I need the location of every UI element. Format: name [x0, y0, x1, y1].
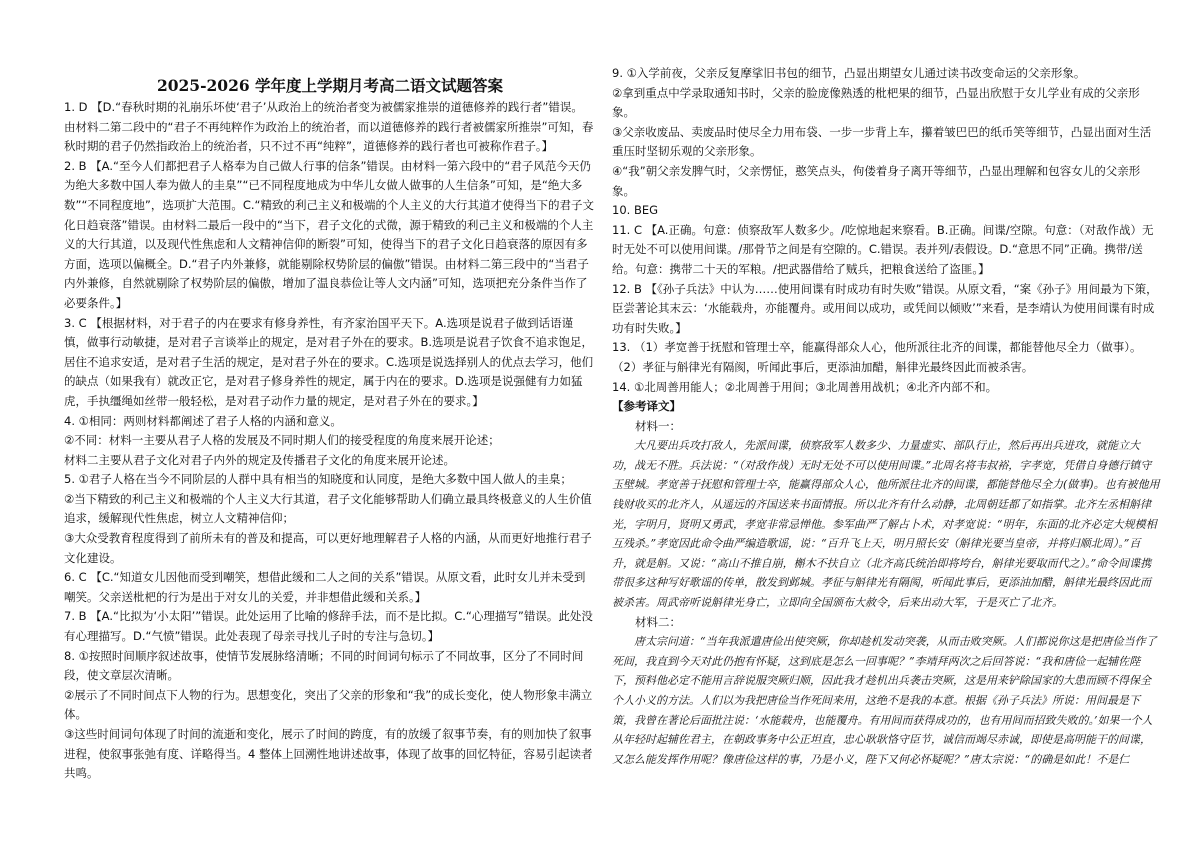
answer-5-c: ③大众受教育程度得到了前所未有的普及和提高，可以更好地理解君子人格的内涵，从而更好地推行君子文化建设。	[64, 531, 592, 565]
page-title: 2025-2026 学年度上学期月考高二语文试题答案	[156, 76, 504, 95]
answer-14: 14. ①北周善用能人；②北周善于用间；③北周善用战机；④北齐内部不和。	[612, 379, 998, 394]
answer-10: 10. BEG	[612, 203, 659, 218]
answer-1: 1. D 【D.“春秋时期的礼崩乐坏使‘君子’从政治上的统治者变为被儒家推崇的道德修养的践行者”错误。由材料二第二段中的“君子不再纯粹作为政治上的统治者，而以道德修养的践行者被儒家所推崇”可知，春秋时期的君子仍然指政治上的统治者，只不过不再“纯粹”，道德修养的践行者也可被称作君子。】	[64, 100, 594, 154]
answer-6: 6. C 【C.“知道女儿因他而受到嘲笑，想借此缓和二人之间的关系”错误。从原文看，此时女儿并未受到嘲笑。父亲送枇杷的行为是出于对女儿的关爱，并非想借此缓和关系。】	[64, 570, 586, 604]
material-2-label: 材料二：	[635, 614, 681, 629]
translation-heading: 【参考译文】	[612, 399, 681, 414]
answer-4-a: 4. ①相同：两则材料都阐述了君子人格的内涵和意义。	[64, 413, 342, 428]
answer-8-a: 8. ①按照时间顺序叙述故事，使情节发展脉络清晰；不同的时间词句标示了不同故事，区分了不同时间段，使文章层次清晰。	[64, 648, 584, 683]
answer-7: 7. B 【A.“比拟为‘小太阳’”错误。此处运用了比喻的修辞手法，而不是比拟。C.“心理描写”错误。此处没有心理描写。D.“气愤”错误。此处表现了母亲寻找儿子时的专注与急切。】	[64, 609, 593, 644]
material-2-text: 唐太宗问道：“当年我派遣唐俭出使突厥，你却趁机发动突袭，从而击败突厥。人们都说你这是把唐俭当作了死间，我直到今天对此仍抱有怀疑，这到底是怎么一回事呢？”李靖拜两次之后回答说：“我和唐俭一起辅佐陛下，预料他必定不能用言辞说服突厥归顺，因此我才趁机出兵袭击突厥，这是用来铲除国家的大患而顾不得保全个人小义的方法。人们以为我把唐俭当作死间来用，这绝不是我的本意。根据《孙子兵法》所说：用间最是下策，我曾在著论后面批注说：‘水能载舟，也能覆舟。有用间而获得成功的，也有用间而招致失败的。’如果一个人从年轻时起辅佐君主，在朝政事务中公正坦直，忠心耿耿恪守臣节，诚信而竭尽赤诚，即使是高明能干的间谍，又怎么能发挥作用呢？像唐俭这样的事，乃是小义，陛下又何必怀疑呢？”唐太宗说：“的确是如此！不是仁	[612, 635, 1157, 766]
answer-4-b: ②不同：材料一主要从君子人格的发展及不同时期人们的接受程度的角度来展开论述；	[64, 433, 500, 448]
right-column	[612, 64, 1160, 769]
answer-5-a: 5. ①君子人格在当今不同阶层的人群中具有相当的知晓度和认同度，是绝大多数中国人做人的圭臬；	[64, 472, 572, 487]
answer-12: 12. B 【《孙子兵法》中认为……使用间谍有时成功有时失败”错误。从原文看，“案《孙子》用间最为下策，臣尝著论其末云：‘水能载舟，亦能覆舟。或用间以成功，或凭间以倾败’”来看，是李靖认为使用间谍有时成功有时失败。】	[612, 281, 1158, 335]
material-1-label: 材料一：	[635, 418, 681, 433]
answer-4-c: 材料二主要从君子文化对君子内外的规定及传播君子文化的角度来展开论述。	[64, 452, 455, 467]
answer-5-b: ②当下精致的利己主义和极端的个人主义大行其道，君子文化能够帮助人们确立最具终极意义的人生价值追求，缓解现代性焦虑，树立人文精神信仰；	[64, 491, 592, 526]
material-1-text: 大凡要出兵攻打敌人，先派间谍，侦察敌军人数多少、力量虚实、部队行止，然后再出兵进攻，就能立大功，战无不胜。兵法说：“（对敌作战）无时无处不可以使用间谍。”北周名将韦叔裕，字孝宽，凭借自身德行镇守玉壁城。孝宽善于抚慰和管理士卒，能赢得部众人心，他所派往北齐的间谍，都能替他尽全力(做事)。也有被他用钱财收买的北齐人，从遥远的齐国送来书面情报。所以北齐有什么动静，北周朝廷都了如指掌。北齐左丞相斛律光，字明月，贤明又勇武，孝宽非常忌惮他。参军曲严了解占卜术，对孝宽说：“明年，东面的北齐必定大规模相互残杀。”孝宽因此命令曲严编造歌谣，说：“百升飞上天，明月照长安（斛律光要当皇帝，并将归顺北周）。”百升，就是斛。又说：“高山不推自崩，槲木不扶自立（北齐高氏统治即将垮台，斛律光要取而代之）。”命令间谍携带很多这种写好歌谣的传单，散发到邺城。孝征与斛律光有隔阂，听闻此事后，更添油加醋，斛律光最终因此而被杀害。周武帝听说斛律光身亡，立即向全国颁布大赦令，后来出动大军，于是灭亡了北齐。	[612, 439, 1160, 610]
answer-3: 3. C 【根据材料，对于君子的内在要求有修身养性，有齐家治国平天下。A.选项是说君子做到话语谨慎，做事行动敏捷，是对君子言谈举止的规定，是对君子外在的要求。B.选项是说君子饮食不追求饱足，居住不追求安适，是对君子生活的规定，是对君子外在的要求。C.选项是说选择别人的优点去学习，他们的缺点（如果我有）就改正它，是对君子修身养性的规定，属于内在的要求。D.选项是说强健有力如猛虎，手执缰绳如丝带一般轻松，是对君子动作力量的规定，是对君子外在的要求。】	[64, 315, 594, 408]
answer-9-c: ③父亲收废品、卖废品时使尽全力用布袋、一步一步背上车，攥着皱巴巴的纸币笑等细节，凸显出面对生活重压时坚韧乐观的父亲形象。	[612, 124, 1152, 159]
answer-9-d: ④“我”朝父亲发脾气时，父亲愣怔，憨笑点头，佝偻着身子离开等细节，凸显出理解和包容女儿的父亲形象。	[612, 163, 1141, 198]
answer-13: 13. （1）孝宽善于抚慰和管理士卒，能赢得部众人心，他所派往北齐的间谍，都能替他尽全力（做事）。（2）孝征与斛律光有隔阂，听闻此事后，更添油加醋，斛律光最终因此而被杀害。	[612, 340, 1142, 374]
answer-9-a: 9. ①入学前夜，父亲反复摩挲旧书包的细节，凸显出期望女儿通过读书改变命运的父亲形象。	[612, 66, 1086, 80]
answer-11: 11. C 【A.正确。句意：侦察敌军人数多少。/吃惊地起来察看。B.正确。间谍/空隙。句意：（对敌作战）无时无处不可以使用间谍。/那骨节之间是有空隙的。C.错误。表并列/表假设。D.“意思不同”正确。携带/送给。句意：携带二十天的军粮。/把武器借给了贼兵，把粮食送给了盗匪。】	[612, 222, 1154, 276]
answer-2: 2. B 【A.“至今人们都把君子人格奉为自己做人行事的信条”错误。由材料一第六段中的“君子风范今天仍为绝大多数中国人奉为做人的圭臬”“已不同程度地成为中华儿女做人做事的人生信条”可知，是“绝大多数”“不同程度地”，选项扩大范围。C.“精致的利己主义和极端的个人主义的大行其道才使得当下的君子文化日趋衰落”错误。由材料二最后一段中的“当下，君子文化的式微，源于精致的利己主义和极端的个人主义的大行其道，以及现代性焦虑和人文精神信仰的断裂”可知，使得当下的君子文化日趋衰落的原因有多方面，选项以偏概全。D.“君子内外兼修，就能剔除权势阶层的偏傲”错误。由材料二第三段中的“当君子内外兼修，自然就剔除了权势阶层的偏傲，增加了温良恭俭让等人文内涵”可知，选项把充分条件当作了必要条件。】	[64, 158, 595, 310]
answer-8-b: ②展示了不同时间点下人物的行为。思想变化，突出了父亲的形象和“我”的成长变化，使人物形象丰满立体。	[64, 687, 593, 722]
answer-8-c: ③这些时间词句体现了时间的流逝和变化，展示了时间的跨度，有的放缓了叙事节奏，有的则加快了叙事进程，使叙事张弛有度、详略得当。4 整体上回溯性地讲述故事，体现了故事的回忆特征，容易引起读者共鸣。	[64, 727, 593, 781]
answer-9-b: ②拿到重点中学录取通知书时，父亲的脸庞像熟透的枇杷果的细节，凸显出欣慰于女儿学业有成的父亲形象。	[612, 85, 1140, 120]
